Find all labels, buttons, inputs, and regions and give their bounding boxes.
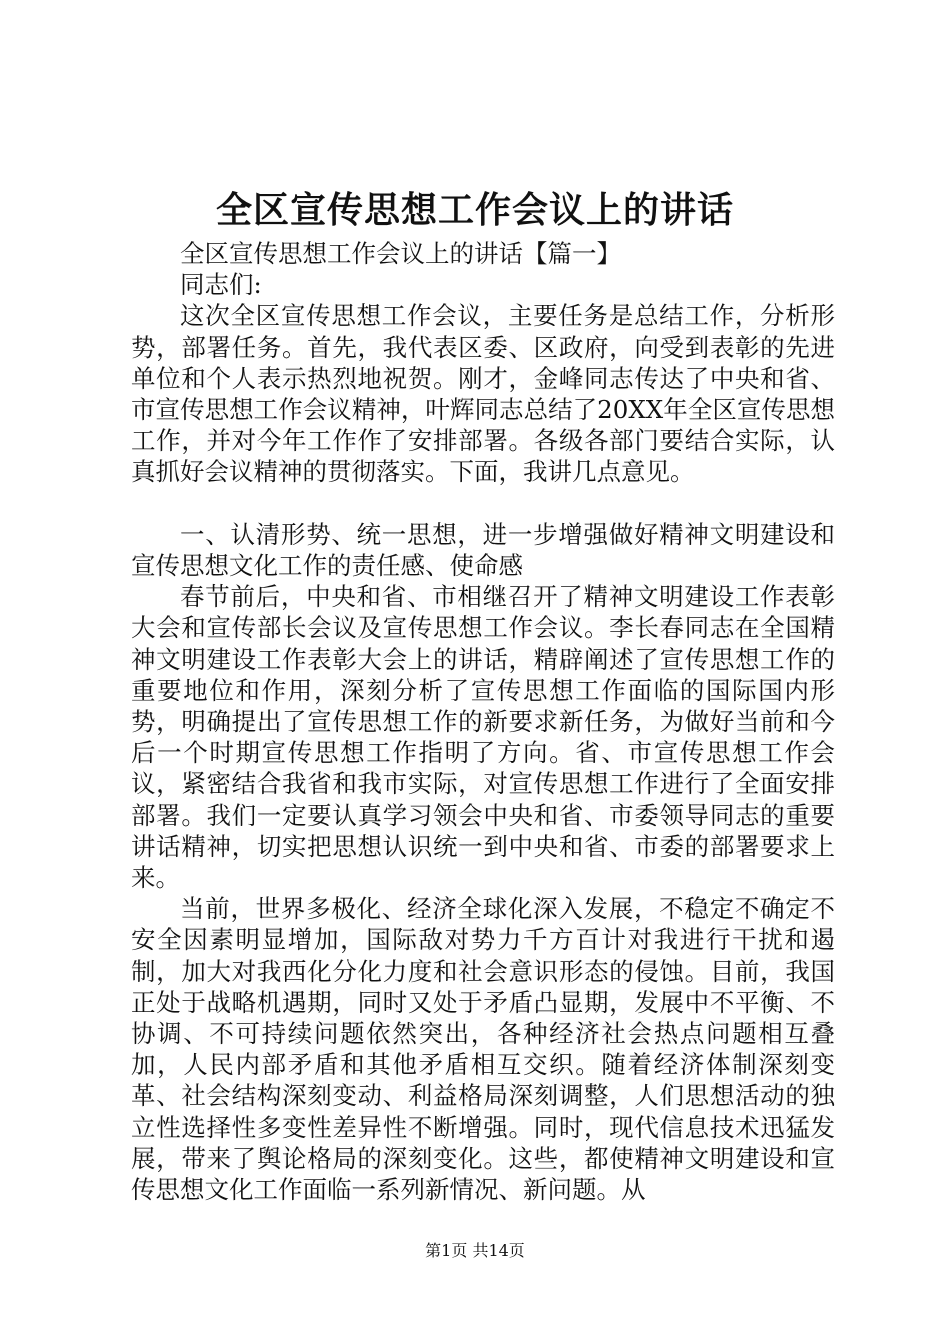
document-body [131, 238, 835, 1205]
section-point-one: 一、认清形势、统一思想，进一步增强做好精神文明建设和宣传思想文化工作的责任感、使命感 [131, 519, 835, 581]
paragraph-gap [131, 488, 835, 519]
page-indicator: 第1页 共14页 [425, 1241, 525, 1260]
document-title: 全区宣传思想工作会议上的讲话 [215, 189, 734, 231]
paragraph-spring-festival: 春节前后，中央和省、市相继召开了精神文明建设工作表彰大会和宣传部长会议及宣传思想工作会议。李长春同志在全国精神文明建设工作表彰大会上的讲话，精辟阐述了宣传思想工作的重要地位和作用，深刻分析了宣传思想工作面临的国际国内形势，明确提出了宣传思想工作的新要求新任务，为做好当前和今后一个时期宣传思想工作指明了方向。省、市宣传思想工作会议，紧密结合我省和我市实际，对宣传思想工作进行了全面安排部署。我们一定要认真学习领会中央和省、市委领导同志的重要讲话精神，切实把思想认识统一到中央和省、市委的部署要求上来。 [131, 582, 835, 893]
salutation: 同志们: [180, 270, 262, 300]
paragraph-intro: 这次全区宣传思想工作会议，主要任务是总结工作，分析形势，部署任务。首先，我代表区委、区政府，向受到表彰的先进单位和个人表示热烈地祝贺。刚才，金峰同志传达了中央和省、市宣传思想工作会议精神，叶辉同志总结了20XX年全区宣传思想工作，并对今年工作作了安排部署。各级各部门要结合实际，认真抓好会议精神的贯彻落实。下面，我讲几点意见。 [131, 301, 835, 487]
paragraph-current-situation: 当前，世界多极化、经济全球化深入发展，不稳定不确定不安全因素明显增加，国际敌对势力千方百计对我进行干扰和遏制，加大对我西化分化力度和社会意识形态的侵蚀。目前，我国正处于战略机遇期，同时又处于矛盾凸显期，发展中不平衡、不协调、不可持续问题依然突出，各种经济社会热点问题相互叠加，人民内部矛盾和其他矛盾相互交织。随着经济体制深刻变革、社会结构深刻变动、利益格局深刻调整，人们思想活动的独立性选择性多变性差异性不断增强。同时，现代信息技术迅猛发展，带来了舆论格局的深刻变化。这些，都使精神文明建设和宣传思想文化工作面临一系列新情况、新问题。从 [131, 894, 835, 1205]
section-heading: 全区宣传思想工作会议上的讲话【篇一】 [180, 239, 621, 268]
